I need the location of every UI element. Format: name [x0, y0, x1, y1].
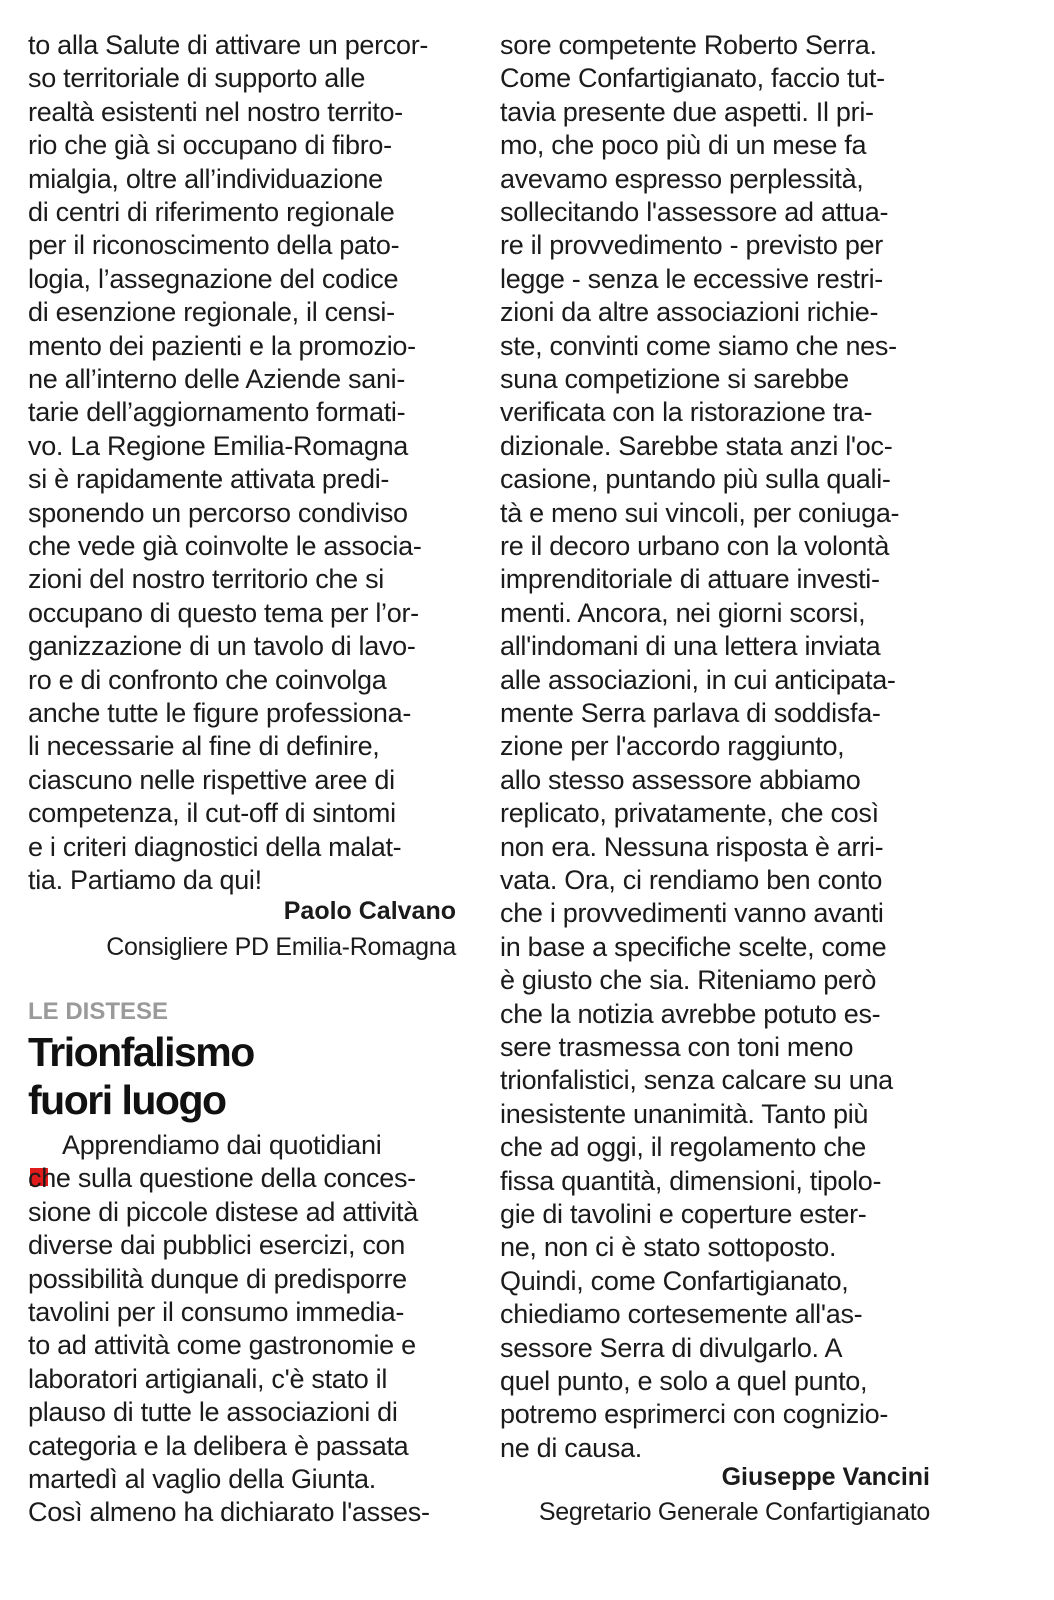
text-line: in base a specifiche scelte, come — [500, 931, 887, 962]
text-line: di centri di riferimento regionale — [28, 197, 395, 227]
article-headline-line-2: fuori luogo — [28, 1077, 226, 1123]
text-line: vo. La Regione Emilia-Romagna — [28, 430, 409, 461]
text-line: sore competente Roberto Serra. — [500, 30, 877, 60]
text-line: sessore Serra di divulgarlo. A — [500, 1332, 843, 1363]
text-line: diverse dai pubblici esercizi, con — [28, 1230, 405, 1261]
text-line: occupano di questo tema per l’or- — [28, 597, 419, 628]
signature-role: Segretario Generale Confartigianato — [538, 1498, 930, 1526]
text-line: martedì al vaglio della Giunta. — [28, 1464, 376, 1494]
text-line: to alla Salute di attivare un percor- — [28, 30, 429, 60]
text-line: gie di tavolini e coperture ester- — [500, 1199, 867, 1229]
text-line: è giusto che sia. Riteniamo però — [500, 965, 877, 996]
article-headline-line-1: Trionfalismo — [28, 1029, 254, 1075]
text-line: allo stesso assessore abbiamo — [500, 764, 861, 795]
text-line: all'indomani di una lettera inviata — [500, 631, 881, 662]
text-line: plauso di tutte le associazioni di — [28, 1397, 398, 1428]
text-line: tarie dell’aggiornamento formati- — [28, 397, 406, 428]
text-line: ne all’interno delle Aziende sani- — [28, 364, 406, 394]
text-line: avevamo espresso perplessità, — [500, 163, 864, 194]
signature-role: Consigliere PD Emilia-Romagna — [106, 933, 456, 961]
text-line: quel punto, e solo a quel punto, — [500, 1366, 868, 1396]
text-line: che la notizia avrebbe potuto es- — [500, 998, 881, 1029]
text-line: che vede già coinvolte le associa- — [28, 531, 422, 561]
text-line: ciascuno nelle rispettive aree di — [28, 764, 395, 795]
text-line: tavolini per il consumo immedia- — [28, 1297, 405, 1327]
text-line: che sulla questione della conces- — [28, 1163, 416, 1194]
text-line: tà e meno sui vincoli, per coniuga- — [500, 497, 900, 528]
text-line: potremo esprimerci con cognizio- — [500, 1399, 889, 1430]
text-line: casione, puntando più sulla quali- — [500, 464, 891, 495]
signature-name: Paolo Calvano — [283, 897, 456, 925]
text-line: mialgia, oltre all’individuazione — [28, 163, 383, 194]
text-line: sione di piccole distese ad attività — [28, 1196, 418, 1227]
text-line: li necessarie al fine di definire, — [28, 731, 380, 762]
text-line: verificata con la ristorazione tra- — [500, 397, 873, 428]
text-line: logia, l’assegnazione del codice — [28, 263, 399, 294]
text-line: rio che già si occupano di fibro- — [28, 130, 392, 161]
text-line: dizionale. Sarebbe stata anzi l'oc- — [500, 430, 893, 461]
text-line: per il riconoscimento della pato- — [28, 230, 400, 261]
text-line: inesistente unanimità. Tanto più — [500, 1098, 869, 1129]
text-line: si è rapidamente attivata predi- — [28, 464, 390, 495]
text-line: che ad oggi, il regolamento che — [500, 1132, 866, 1163]
text-line: mento dei pazienti e la promozio- — [28, 330, 416, 361]
text-line: Apprendiamo dai quotidiani — [62, 1130, 382, 1160]
text-line: Così almeno ha dichiarato l'asses- — [28, 1497, 430, 1528]
text-line: tavia presente due aspetti. Il pri- — [500, 96, 874, 127]
text-line: ro e di confronto che coinvolga — [28, 664, 387, 695]
text-line: alle associazioni, in cui anticipata- — [500, 664, 896, 695]
text-line: ganizzazione di un tavolo di lavo- — [28, 631, 416, 662]
text-line: sponendo un percorso condiviso — [28, 497, 408, 528]
text-line: di esenzione regionale, il censi- — [28, 297, 395, 328]
text-line: zioni del nostro territorio che si — [28, 564, 384, 595]
text-line: tia. Partiamo da qui! — [28, 865, 262, 895]
text-line: Quindi, come Confartigianato, — [500, 1265, 849, 1296]
text-line: ste, convinti come siamo che nes- — [500, 330, 897, 361]
text-line: so territoriale di supporto alle — [28, 63, 366, 94]
text-line: non era. Nessuna risposta è arri- — [500, 831, 884, 862]
text-line: legge - senza le eccessive restri- — [500, 263, 883, 294]
text-line: laboratori artigianali, c'è stato il — [28, 1363, 388, 1394]
text-line: ne, non ci è stato sottoposto. — [500, 1232, 837, 1263]
text-line: e i criteri diagnostici della malat- — [28, 831, 402, 862]
section-kicker: LE DISTESE — [28, 998, 169, 1025]
text-line: zioni da altre associazioni richie- — [500, 297, 879, 328]
text-line: trionfalistici, senza calcare su una — [500, 1065, 893, 1096]
text-line: chiediamo cortesemente all'as- — [500, 1299, 863, 1330]
text-line: to ad attività come gastronomie e — [28, 1330, 416, 1361]
signature-name: Giuseppe Vancini — [721, 1463, 930, 1491]
text-line: mo, che poco più di un mese fa — [500, 130, 867, 161]
text-line: anche tutte le figure professiona- — [28, 698, 412, 728]
text-line: replicato, privatamente, che così — [500, 798, 879, 829]
text-line: che i provvedimenti vanno avanti — [500, 898, 884, 929]
text-line: fissa quantità, dimensioni, tipolo- — [500, 1165, 882, 1196]
text-line: Come Confartigianato, faccio tut- — [500, 63, 885, 94]
text-line: realtà esistenti nel nostro territo- — [28, 96, 403, 127]
text-line: competenza, il cut-off di sintomi — [28, 798, 396, 829]
text-line: re il decoro urbano con la volontà — [500, 531, 890, 561]
text-line: menti. Ancora, nei giorni scorsi, — [500, 597, 866, 628]
text-line: suna competizione si sarebbe — [500, 364, 849, 394]
text-line: possibilità dunque di predisporre — [28, 1263, 407, 1294]
text-line: ne di causa. — [500, 1432, 642, 1463]
text-line: zione per l'accordo raggiunto, — [500, 731, 845, 762]
text-line: sere trasmessa con toni meno — [500, 1032, 854, 1062]
text-line: re il provvedimento - previsto per — [500, 230, 883, 261]
text-line: sollecitando l'assessore ad attua- — [500, 197, 889, 227]
text-line: imprenditoriale di attuare investi- — [500, 564, 880, 595]
text-line: vata. Ora, ci rendiamo ben conto — [500, 865, 883, 895]
text-line: mente Serra parlava di soddisfa- — [500, 698, 881, 728]
text-line: categoria e la delibera è passata — [28, 1430, 409, 1461]
